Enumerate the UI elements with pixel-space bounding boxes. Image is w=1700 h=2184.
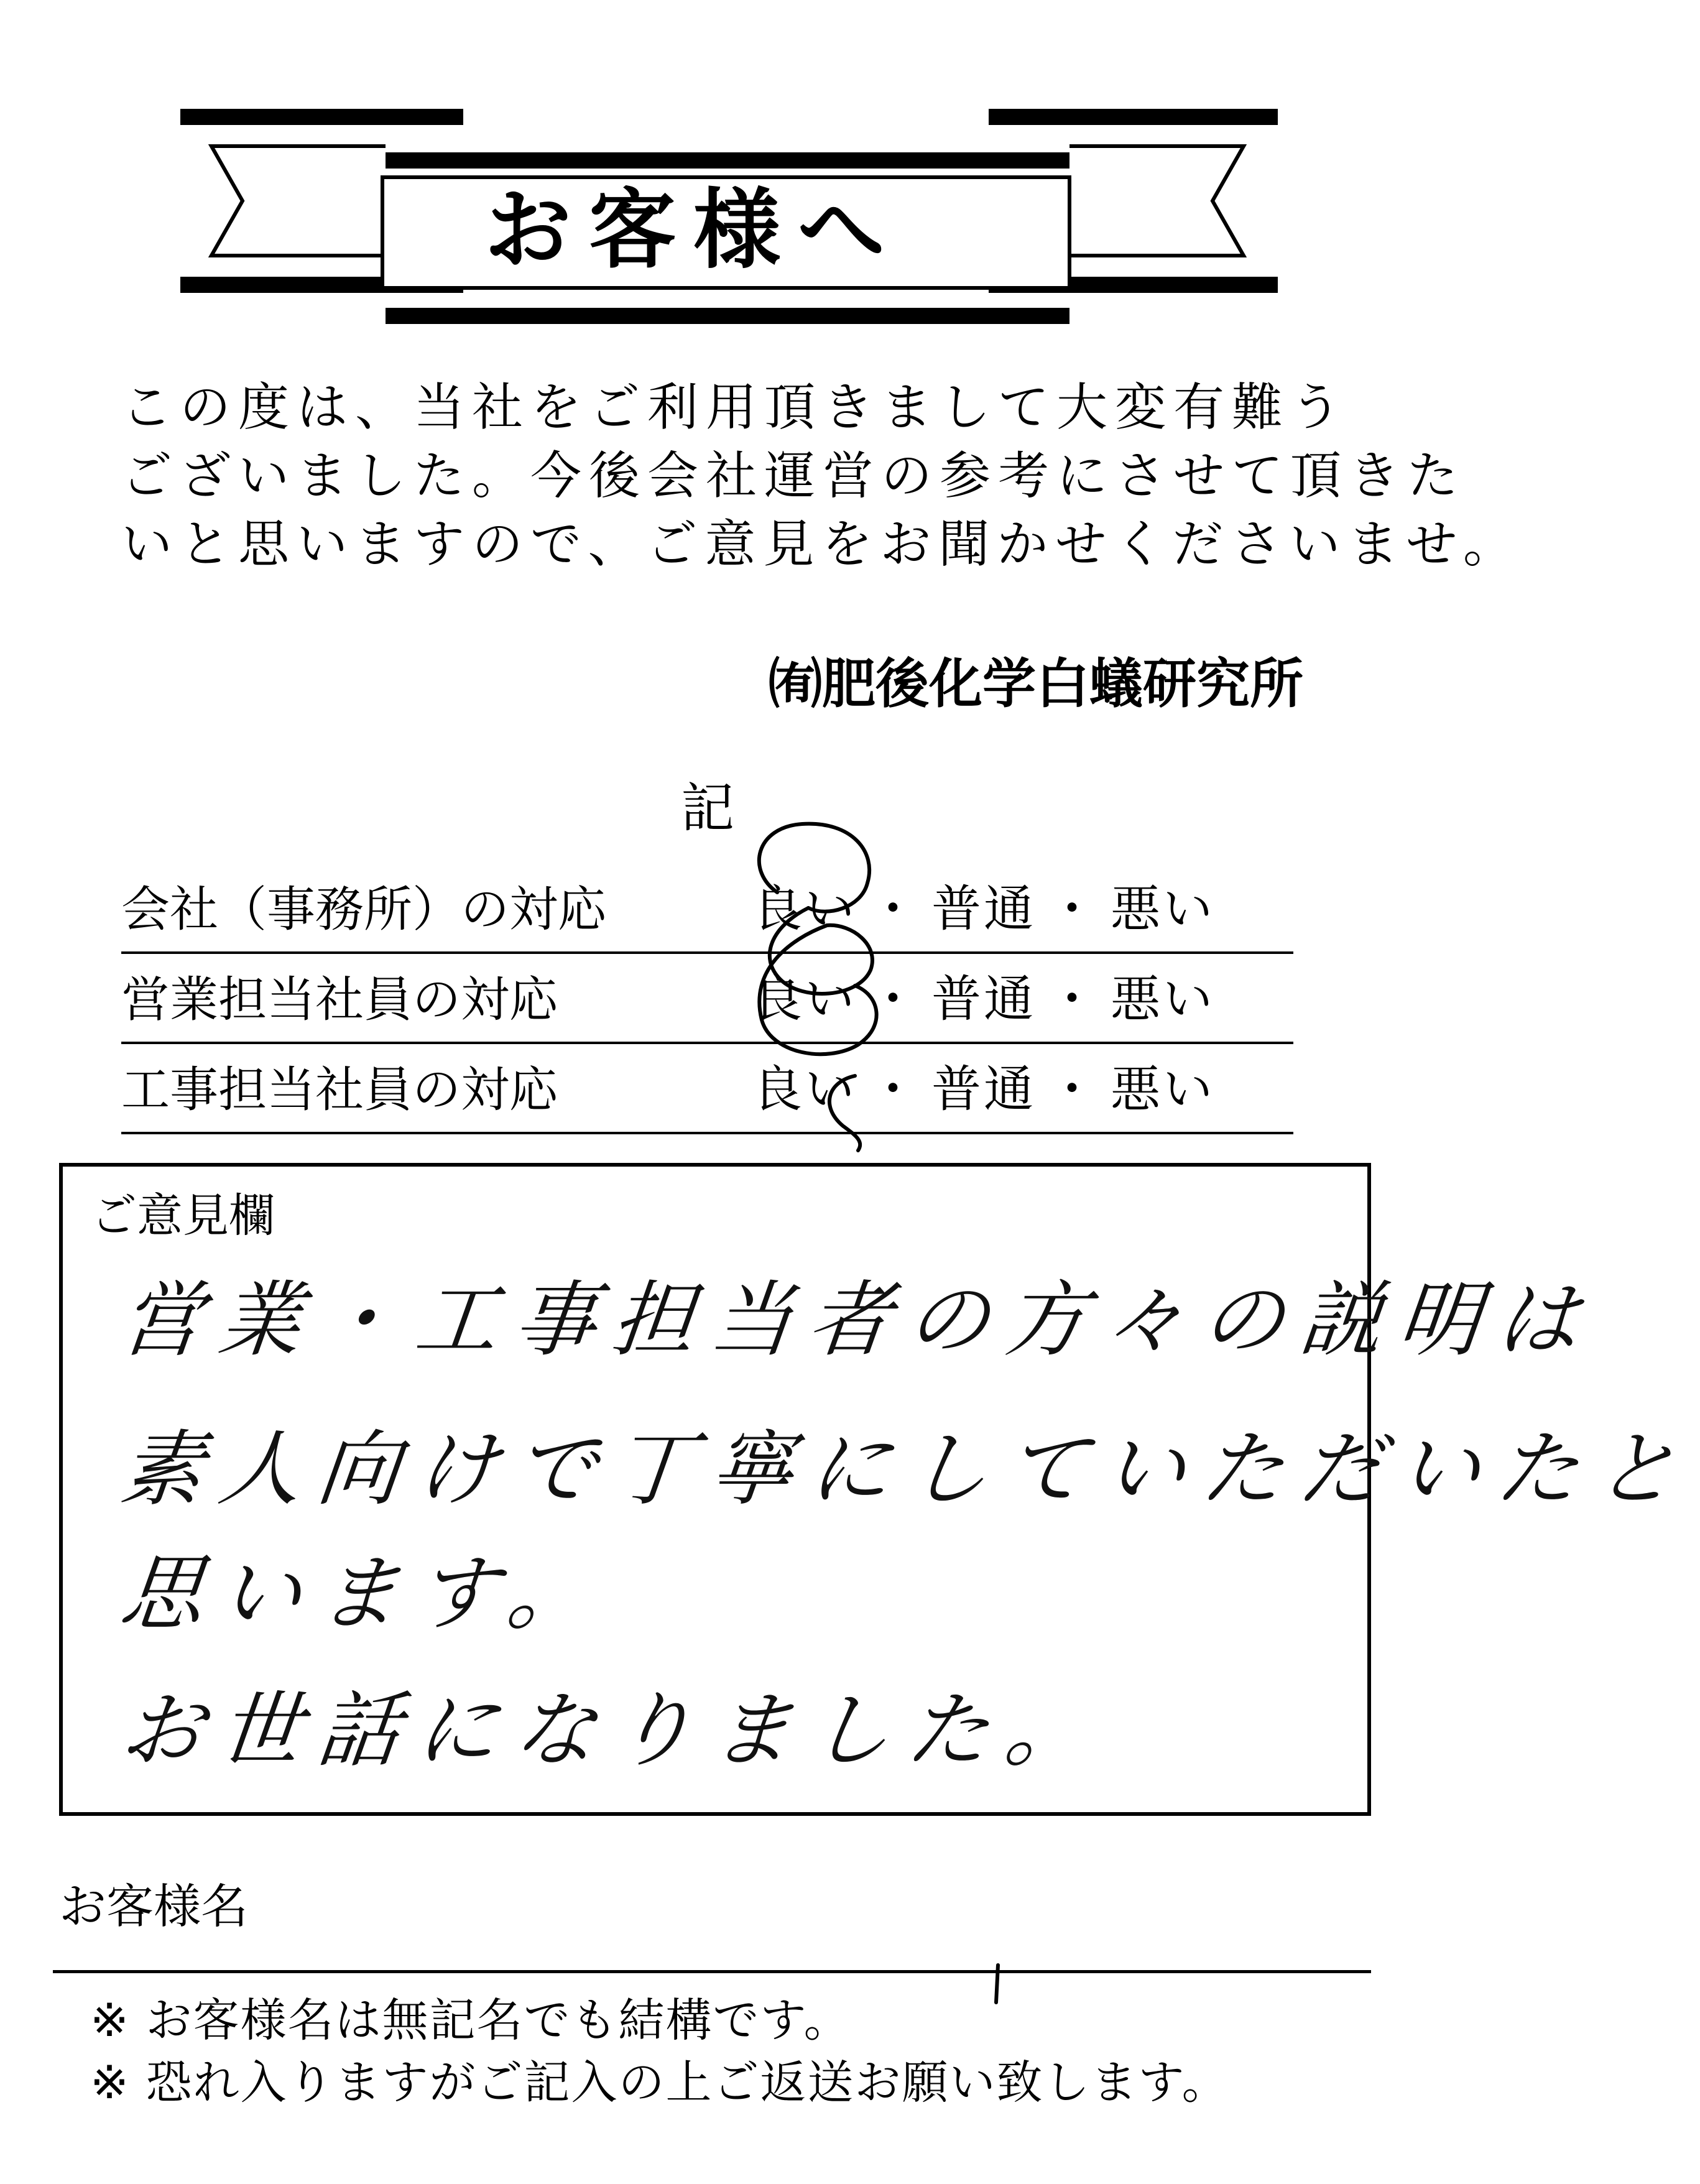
rating-label: 会社（事務所）の対応 bbox=[121, 882, 607, 938]
greeting-line-1: この度は、当社をご利用頂きまして大変有難う bbox=[121, 378, 1349, 437]
greeting-line-3: いと思いますので、ご意見をお聞かせくださいませ。 bbox=[121, 515, 1522, 574]
option-normal[interactable]: 普通 bbox=[931, 1060, 1036, 1118]
note-2: ※ 恐れ入りますがご記入の上ご返送お願い致します。 bbox=[90, 2056, 1229, 2109]
circle-mark-tail bbox=[829, 1076, 860, 1150]
handwritten-line-2: 素人向けで丁寧にしていただいたと bbox=[116, 1422, 1698, 1517]
rating-row-sales bbox=[121, 951, 1293, 1044]
option-separator: ・ bbox=[868, 880, 920, 938]
greeting-line-2: ございました。今後会社運営の参考にさせて頂きた bbox=[121, 447, 1466, 506]
banner-title: お客様へ bbox=[484, 179, 902, 281]
option-good[interactable]: 良い bbox=[752, 970, 857, 1028]
opinion-box bbox=[59, 1163, 1698, 1816]
option-normal[interactable]: 普通 bbox=[931, 970, 1036, 1028]
note-1: ※ お客様名は無記名でも結構です。 bbox=[90, 1994, 851, 2047]
opinion-label: ご意見欄 bbox=[91, 1189, 275, 1242]
option-bad[interactable]: 悪い bbox=[1111, 1060, 1215, 1118]
rating-label: 工事担当社員の対応 bbox=[121, 1062, 558, 1118]
customer-name-underline bbox=[53, 1970, 1371, 1973]
handwritten-line-3: 思います。 bbox=[116, 1546, 611, 1642]
rating-row-construction bbox=[121, 1042, 1293, 1134]
ki-heading: 記 bbox=[681, 777, 734, 840]
company-name: ㈲肥後化学白蟻研究所 bbox=[769, 653, 1303, 715]
stray-pen-mark bbox=[989, 1965, 1007, 2009]
rating-row-company bbox=[121, 861, 1293, 954]
handwritten-line-1: 営業・工事担当者の方々の説明は bbox=[116, 1272, 1600, 1368]
option-normal[interactable]: 普通 bbox=[931, 880, 1036, 938]
option-separator: ・ bbox=[1047, 970, 1099, 1028]
circle-mark-1 bbox=[759, 824, 869, 912]
selection-circle-marks bbox=[734, 815, 895, 1163]
option-good[interactable]: 良い bbox=[752, 1060, 857, 1118]
option-separator: ・ bbox=[1047, 880, 1099, 938]
option-separator: ・ bbox=[868, 970, 920, 1028]
option-separator: ・ bbox=[1047, 1060, 1099, 1118]
customer-name-label: お客様名 bbox=[59, 1879, 248, 1934]
rating-label: 営業担当社員の対応 bbox=[121, 972, 558, 1028]
option-bad[interactable]: 悪い bbox=[1111, 880, 1215, 938]
customer-name-value[interactable] bbox=[311, 1869, 1306, 1956]
handwritten-line-4: お世話になりました。 bbox=[116, 1683, 1109, 1779]
option-separator: ・ bbox=[868, 1060, 920, 1118]
circle-mark-3 bbox=[759, 925, 876, 1054]
option-good[interactable]: 良い bbox=[752, 880, 857, 938]
option-bad[interactable]: 悪い bbox=[1111, 970, 1215, 1028]
